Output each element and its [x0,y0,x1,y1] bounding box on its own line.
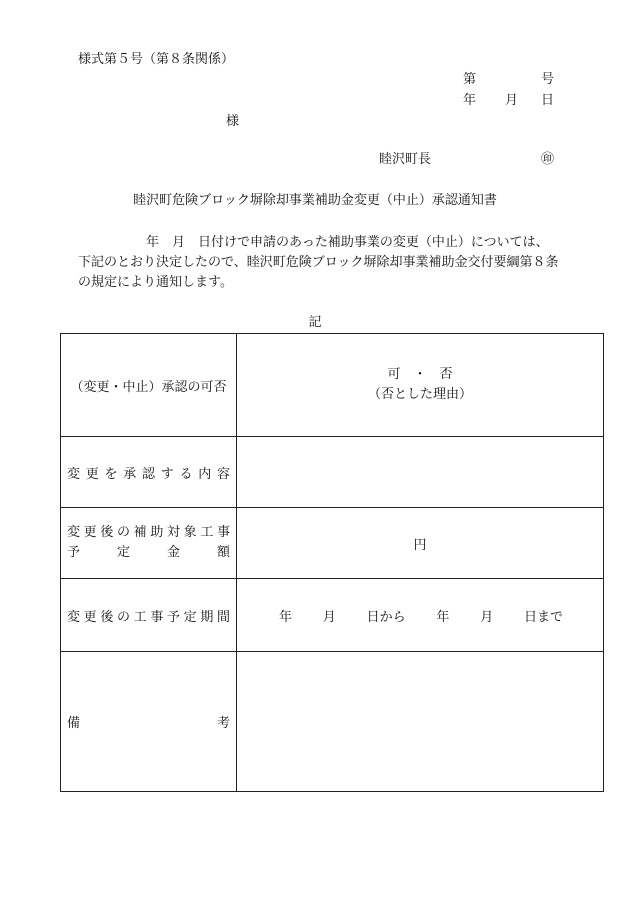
period-start-month: 月 [322,609,336,625]
row-content-label: 変更を承認する内容 [61,437,237,508]
row-amount-label: 変更後の補助対象工事 予定金額 [61,508,237,579]
row-content [61,437,604,508]
row-remarks-value[interactable] [237,652,604,792]
row-period-label: 変更後の工事予定期間 [61,579,237,652]
period-start-day: 日から [366,609,406,625]
form-number: 様式第５号（第８条関係） [78,52,235,67]
doc-number-suffix: 号 [541,72,555,87]
row-approval-value [237,334,604,437]
ki-heading: 記 [308,315,322,330]
body-line-2: 下記のとおり決定したので、睦沢町危険ブロック塀除却事業補助金交付要綱第８条の規定により通知します。 [78,255,559,290]
doc-number-prefix: 第 [463,72,477,87]
approval-choice: 可 ・ 否 [387,367,453,382]
date-month: 月 [505,93,519,108]
row-amount [61,508,604,579]
reason-label: （否とした理由） [367,387,472,402]
date-year: 年 [463,93,477,108]
row-remarks [61,652,604,792]
row-approval [61,334,604,437]
period-start-year: 年 [279,609,293,625]
seal-mark: ㊞ [541,152,555,167]
period-end-day: 日まで [523,609,563,625]
row-approval-label: （変更・中止）承認の可否 [61,334,237,437]
row-amount-value[interactable]: 円 [237,508,604,579]
period-end-month: 月 [480,609,494,625]
date-day: 日 [541,93,555,108]
row-content-value[interactable] [237,437,604,508]
body-line-1: 年 月 日付けで申請のあった補助事業の変更（中止）については、 [146,235,549,250]
issuer: 睦沢町長 [379,152,432,167]
body-text [78,233,560,293]
row-remarks-label: 備考 [61,652,237,792]
addressee-suffix: 様 [226,114,240,129]
period-end-year: 年 [436,609,450,625]
document-title: 睦沢町危険ブロック塀除却事業補助金変更（中止）承認通知書 [133,193,497,208]
row-period-value[interactable] [237,579,604,652]
row-period [61,579,604,652]
approval-form-table [60,333,604,792]
